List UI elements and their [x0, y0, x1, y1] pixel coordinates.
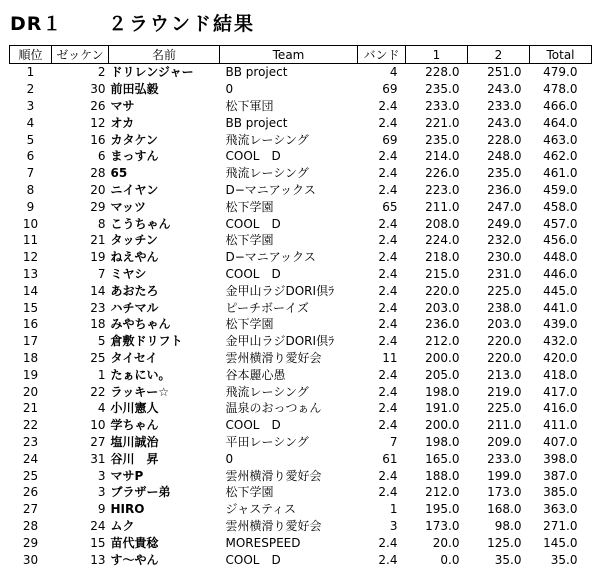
- name-cell: ねえやん: [110, 250, 159, 265]
- team-cell: COOL D: [225, 266, 281, 281]
- rank-cell: 16: [22, 317, 39, 332]
- team-cell: 飛流レーシング: [225, 166, 309, 181]
- band-cell: 2.4: [378, 384, 398, 399]
- table-row: [10, 182, 592, 199]
- rank-cell: 8: [26, 182, 35, 197]
- team-cell: 平田レーシング: [225, 434, 309, 449]
- round-2-cell: 199.0: [487, 468, 522, 483]
- round-1-cell: 198.0: [425, 434, 460, 449]
- band-cell: 2.4: [378, 283, 398, 298]
- team-cell: 飛流レーシング: [225, 132, 309, 147]
- number-cell: 15: [90, 535, 106, 550]
- rank-cell: 9: [26, 199, 35, 214]
- number-cell: 2: [97, 65, 106, 80]
- round-2-cell: 219.0: [487, 384, 522, 399]
- name-cell: あおたろ: [110, 283, 159, 298]
- name-cell: ニイヤン: [110, 182, 159, 197]
- round-1-cell: 236.0: [425, 317, 460, 332]
- name-cell: ドリレンジャー: [110, 65, 194, 80]
- band-cell: 2.4: [378, 233, 398, 248]
- round-2-cell: 225.0: [487, 283, 522, 298]
- rank-cell: 6: [26, 149, 35, 164]
- name-cell: 谷川 昇: [110, 451, 159, 466]
- number-cell: 19: [90, 250, 106, 265]
- name-cell: 塩川誠治: [110, 434, 159, 449]
- band-cell: 2.4: [378, 535, 398, 550]
- round-1-cell: 191.0: [425, 401, 460, 416]
- table-row: [10, 299, 592, 316]
- table-row: [10, 249, 592, 266]
- total-cell: 459.0: [543, 182, 578, 197]
- band-cell: 61: [382, 451, 398, 466]
- number-cell: 4: [97, 401, 106, 416]
- header-rank: 順位: [10, 46, 52, 64]
- team-cell: 金甲山ラジDORI倶ﾗ: [225, 283, 335, 298]
- rank-cell: 18: [22, 350, 39, 365]
- rank-cell: 1: [26, 65, 35, 80]
- table-row: [10, 98, 592, 115]
- header-number: ゼッケン: [52, 46, 109, 64]
- number-cell: 28: [90, 166, 106, 181]
- number-cell: 1: [97, 367, 106, 382]
- table-row: [10, 350, 592, 367]
- number-cell: 25: [90, 350, 106, 365]
- name-cell: HIRO: [110, 502, 145, 517]
- number-cell: 26: [90, 98, 106, 113]
- name-cell: こうちゃん: [110, 216, 171, 231]
- rank-cell: 30: [22, 552, 39, 567]
- round-1-cell: 228.0: [425, 65, 460, 80]
- rank-cell: 27: [22, 502, 39, 517]
- table-row: [10, 450, 592, 467]
- round-1-cell: 20.0: [432, 535, 460, 550]
- name-cell: 前田弘毅: [110, 82, 159, 97]
- round-2-cell: 248.0: [487, 149, 522, 164]
- round-2-cell: 220.0: [487, 350, 522, 365]
- band-cell: 69: [382, 82, 398, 97]
- team-cell: COOL D: [225, 216, 281, 231]
- team-cell: BB project: [225, 115, 288, 130]
- rank-cell: 21: [22, 401, 39, 416]
- round-2-cell: 168.0: [487, 502, 522, 517]
- team-cell: D−マニアックス: [225, 250, 316, 265]
- name-cell: みやちゃん: [110, 317, 171, 332]
- table-row: [10, 434, 592, 451]
- table-row: [10, 165, 592, 182]
- round-1-cell: 212.0: [425, 334, 460, 349]
- number-cell: 21: [90, 233, 106, 248]
- band-cell: 11: [382, 350, 398, 365]
- name-cell: 倉敷ドリフト: [110, 334, 183, 349]
- team-cell: 谷本麗心愚: [225, 367, 286, 382]
- rank-cell: 25: [22, 468, 39, 483]
- total-cell: 35.0: [550, 552, 578, 567]
- total-cell: 461.0: [543, 166, 578, 181]
- round-2-cell: 238.0: [487, 300, 522, 315]
- name-cell: ラッキー☆: [110, 384, 170, 399]
- table-row: [10, 501, 592, 518]
- header-round-2: 2: [468, 46, 530, 64]
- name-cell: マッツ: [110, 199, 147, 214]
- round-1-cell: 226.0: [425, 166, 460, 181]
- total-cell: 478.0: [543, 82, 578, 97]
- name-cell: 学ちゃん: [110, 418, 159, 433]
- rank-cell: 7: [26, 166, 35, 181]
- rank-cell: 22: [22, 418, 39, 433]
- results-body: [10, 64, 592, 568]
- round-1-cell: 218.0: [425, 250, 460, 265]
- total-cell: 417.0: [543, 384, 578, 399]
- team-cell: BB project: [225, 65, 288, 80]
- team-cell: 飛流レーシング: [225, 384, 309, 399]
- team-cell: 金甲山ラジDORI倶ﾗ: [225, 334, 335, 349]
- number-cell: 20: [90, 182, 106, 197]
- rank-cell: 28: [22, 518, 39, 533]
- name-cell: オカ: [110, 115, 135, 130]
- number-cell: 24: [90, 518, 106, 533]
- total-cell: 420.0: [543, 350, 578, 365]
- team-cell: 松下学園: [225, 199, 274, 214]
- total-cell: 416.0: [543, 401, 578, 416]
- round-2-cell: 232.0: [487, 233, 522, 248]
- name-cell: ブラザー弟: [110, 485, 171, 500]
- table-row: [10, 417, 592, 434]
- table-row: [10, 383, 592, 400]
- band-cell: 2.4: [378, 485, 398, 500]
- round-1-cell: 165.0: [425, 451, 460, 466]
- rank-cell: 23: [22, 434, 39, 449]
- round-1-cell: 173.0: [425, 518, 460, 533]
- round-2-cell: 235.0: [487, 166, 522, 181]
- rank-cell: 3: [26, 98, 35, 113]
- page-title: ２ラウンド結果: [108, 13, 256, 35]
- round-1-cell: 205.0: [425, 367, 460, 382]
- team-cell: 松下学園: [225, 233, 274, 248]
- team-cell: D−マニアックス: [225, 182, 316, 197]
- round-2-cell: 35.0: [494, 552, 522, 567]
- round-2-cell: 230.0: [487, 250, 522, 265]
- round-1-cell: 200.0: [425, 350, 460, 365]
- band-cell: 4: [389, 65, 398, 80]
- table-row: [10, 316, 592, 333]
- table-row: [10, 148, 592, 165]
- rank-cell: 5: [26, 132, 35, 147]
- number-cell: 18: [90, 317, 106, 332]
- header-total: Total: [530, 46, 592, 64]
- team-cell: 雲州横滑り愛好会: [225, 350, 322, 365]
- number-cell: 5: [97, 334, 106, 349]
- rank-cell: 15: [22, 300, 39, 315]
- name-cell: 小川憲人: [110, 401, 159, 416]
- rank-cell: 4: [26, 115, 35, 130]
- table-row: [10, 534, 592, 551]
- band-cell: 2.4: [378, 98, 398, 113]
- band-cell: 2.4: [378, 552, 398, 567]
- results-table: [9, 45, 592, 568]
- team-cell: 温泉のおっつぁん: [225, 401, 322, 416]
- round-1-cell: 235.0: [425, 82, 460, 97]
- name-cell: ハチマル: [110, 300, 159, 315]
- rank-cell: 13: [22, 266, 39, 281]
- number-cell: 31: [90, 451, 106, 466]
- name-cell: たぁにい。: [110, 367, 171, 382]
- total-cell: 145.0: [543, 535, 578, 550]
- total-cell: 387.0: [543, 468, 578, 483]
- rank-cell: 14: [22, 283, 39, 298]
- rank-cell: 11: [22, 233, 39, 248]
- total-cell: 385.0: [543, 485, 578, 500]
- table-row: [10, 551, 592, 568]
- team-cell: 雲州横滑り愛好会: [225, 468, 322, 483]
- team-cell: 松下学園: [225, 317, 274, 332]
- table-row: [10, 64, 592, 81]
- name-cell: カタケン: [110, 132, 158, 147]
- event-code: DR１: [10, 13, 63, 35]
- round-2-cell: 243.0: [487, 82, 522, 97]
- round-1-cell: 208.0: [425, 216, 460, 231]
- name-cell: まっすん: [110, 149, 159, 164]
- round-2-cell: 236.0: [487, 182, 522, 197]
- total-cell: 458.0: [543, 199, 578, 214]
- number-cell: 16: [90, 132, 106, 147]
- team-cell: COOL D: [225, 149, 281, 164]
- total-cell: 411.0: [543, 418, 578, 433]
- rank-cell: 10: [22, 216, 39, 231]
- round-2-cell: 209.0: [487, 434, 522, 449]
- number-cell: 23: [90, 300, 106, 315]
- round-2-cell: 249.0: [487, 216, 522, 231]
- total-cell: 363.0: [543, 502, 578, 517]
- total-cell: 456.0: [543, 233, 578, 248]
- round-2-cell: 251.0: [487, 65, 522, 80]
- team-cell: 松下軍団: [225, 98, 274, 113]
- round-1-cell: 212.0: [425, 485, 460, 500]
- table-row: [10, 400, 592, 417]
- round-2-cell: 243.0: [487, 115, 522, 130]
- number-cell: 12: [90, 115, 106, 130]
- round-1-cell: 223.0: [425, 182, 460, 197]
- team-cell: COOL D: [225, 418, 281, 433]
- round-1-cell: 198.0: [425, 384, 460, 399]
- table-row: [10, 518, 592, 535]
- round-1-cell: 203.0: [425, 300, 460, 315]
- rank-cell: 19: [22, 367, 39, 382]
- round-1-cell: 214.0: [425, 149, 460, 164]
- round-1-cell: 224.0: [425, 233, 460, 248]
- number-cell: 30: [90, 82, 106, 97]
- rank-cell: 24: [22, 451, 39, 466]
- round-2-cell: 203.0: [487, 317, 522, 332]
- band-cell: 2.4: [378, 418, 398, 433]
- round-2-cell: 225.0: [487, 401, 522, 416]
- round-2-cell: 173.0: [487, 485, 522, 500]
- table-row: [10, 333, 592, 350]
- band-cell: 2.4: [378, 250, 398, 265]
- round-2-cell: 125.0: [487, 535, 522, 550]
- table-row: [10, 282, 592, 299]
- band-cell: 2.4: [378, 216, 398, 231]
- header-name: 名前: [109, 46, 220, 64]
- name-cell: マサ: [110, 98, 135, 113]
- table-row: [10, 484, 592, 501]
- band-cell: 2.4: [378, 166, 398, 181]
- total-cell: 441.0: [543, 300, 578, 315]
- band-cell: 2.4: [378, 367, 398, 382]
- total-cell: 446.0: [543, 266, 578, 281]
- round-2-cell: 247.0: [487, 199, 522, 214]
- table-row: [10, 232, 592, 249]
- name-cell: ミヤシ: [110, 266, 147, 281]
- band-cell: 2.4: [378, 317, 398, 332]
- band-cell: 69: [382, 132, 398, 147]
- total-cell: 466.0: [543, 98, 578, 113]
- name-cell: ムク: [110, 518, 135, 533]
- total-cell: 462.0: [543, 149, 578, 164]
- number-cell: 6: [97, 149, 106, 164]
- band-cell: 65: [382, 199, 398, 214]
- header-band: バンド: [358, 46, 406, 64]
- round-2-cell: 233.0: [487, 98, 522, 113]
- band-cell: 2.4: [378, 149, 398, 164]
- table-row: [10, 215, 592, 232]
- band-cell: 1: [389, 502, 398, 517]
- round-2-cell: 211.0: [487, 418, 522, 433]
- name-cell: タッチン: [110, 233, 158, 248]
- number-cell: 13: [90, 552, 106, 567]
- round-2-cell: 98.0: [494, 518, 522, 533]
- team-cell: ピーチボーイズ: [225, 300, 309, 315]
- table-row: [10, 366, 592, 383]
- round-2-cell: 213.0: [487, 367, 522, 382]
- team-cell: ジャスティス: [225, 502, 297, 517]
- total-cell: 479.0: [543, 65, 578, 80]
- table-row: [10, 131, 592, 148]
- team-cell: 松下学園: [225, 485, 274, 500]
- total-cell: 271.0: [543, 518, 578, 533]
- team-cell: 0: [225, 451, 234, 466]
- total-cell: 445.0: [543, 283, 578, 298]
- team-cell: MORESPEED: [225, 535, 301, 550]
- number-cell: 27: [90, 434, 106, 449]
- band-cell: 2.4: [378, 468, 398, 483]
- band-cell: 2.4: [378, 334, 398, 349]
- round-2-cell: 220.0: [487, 334, 522, 349]
- header-round-1: 1: [406, 46, 468, 64]
- round-2-cell: 228.0: [487, 132, 522, 147]
- name-cell: タイセイ: [110, 350, 158, 365]
- band-cell: 2.4: [378, 115, 398, 130]
- round-1-cell: 188.0: [425, 468, 460, 483]
- team-cell: COOL D: [225, 552, 281, 567]
- band-cell: 3: [389, 518, 398, 533]
- total-cell: 457.0: [543, 216, 578, 231]
- total-cell: 463.0: [543, 132, 578, 147]
- name-cell: 苗代貴稔: [110, 535, 159, 550]
- band-cell: 2.4: [378, 401, 398, 416]
- table-row: [10, 81, 592, 98]
- round-1-cell: 233.0: [425, 98, 460, 113]
- rank-cell: 17: [22, 334, 39, 349]
- total-cell: 398.0: [543, 451, 578, 466]
- round-2-cell: 231.0: [487, 266, 522, 281]
- team-cell: 雲州横滑り愛好会: [225, 518, 322, 533]
- rank-cell: 12: [22, 250, 39, 265]
- name-cell: す〜やん: [110, 552, 159, 567]
- number-cell: 29: [90, 199, 106, 214]
- name-cell: 65: [110, 166, 128, 181]
- round-1-cell: 235.0: [425, 132, 460, 147]
- header-team: Team: [220, 46, 358, 64]
- number-cell: 9: [97, 502, 106, 517]
- band-cell: 2.4: [378, 182, 398, 197]
- number-cell: 7: [97, 266, 106, 281]
- round-1-cell: 220.0: [425, 283, 460, 298]
- band-cell: 2.4: [378, 266, 398, 281]
- table-row: [10, 467, 592, 484]
- name-cell: マサP: [110, 468, 144, 483]
- round-1-cell: 0.0: [440, 552, 460, 567]
- round-1-cell: 221.0: [425, 115, 460, 130]
- rank-cell: 26: [22, 485, 39, 500]
- round-1-cell: 215.0: [425, 266, 460, 281]
- round-1-cell: 211.0: [425, 199, 460, 214]
- table-row: [10, 114, 592, 131]
- number-cell: 3: [97, 468, 106, 483]
- number-cell: 22: [90, 384, 106, 399]
- total-cell: 448.0: [543, 250, 578, 265]
- number-cell: 3: [97, 485, 106, 500]
- total-cell: 464.0: [543, 115, 578, 130]
- total-cell: 418.0: [543, 367, 578, 382]
- band-cell: 7: [389, 434, 398, 449]
- rank-cell: 20: [22, 384, 39, 399]
- number-cell: 10: [90, 418, 106, 433]
- number-cell: 8: [97, 216, 106, 231]
- total-cell: 407.0: [543, 434, 578, 449]
- band-cell: 2.4: [378, 300, 398, 315]
- team-cell: 0: [225, 82, 234, 97]
- round-2-cell: 233.0: [487, 451, 522, 466]
- table-row: [10, 266, 592, 283]
- rank-cell: 29: [22, 535, 39, 550]
- total-cell: 432.0: [543, 334, 578, 349]
- rank-cell: 2: [26, 82, 35, 97]
- header-row: [10, 46, 592, 64]
- number-cell: 14: [90, 283, 106, 298]
- round-1-cell: 200.0: [425, 418, 460, 433]
- round-1-cell: 195.0: [425, 502, 460, 517]
- table-row: [10, 198, 592, 215]
- total-cell: 439.0: [543, 317, 578, 332]
